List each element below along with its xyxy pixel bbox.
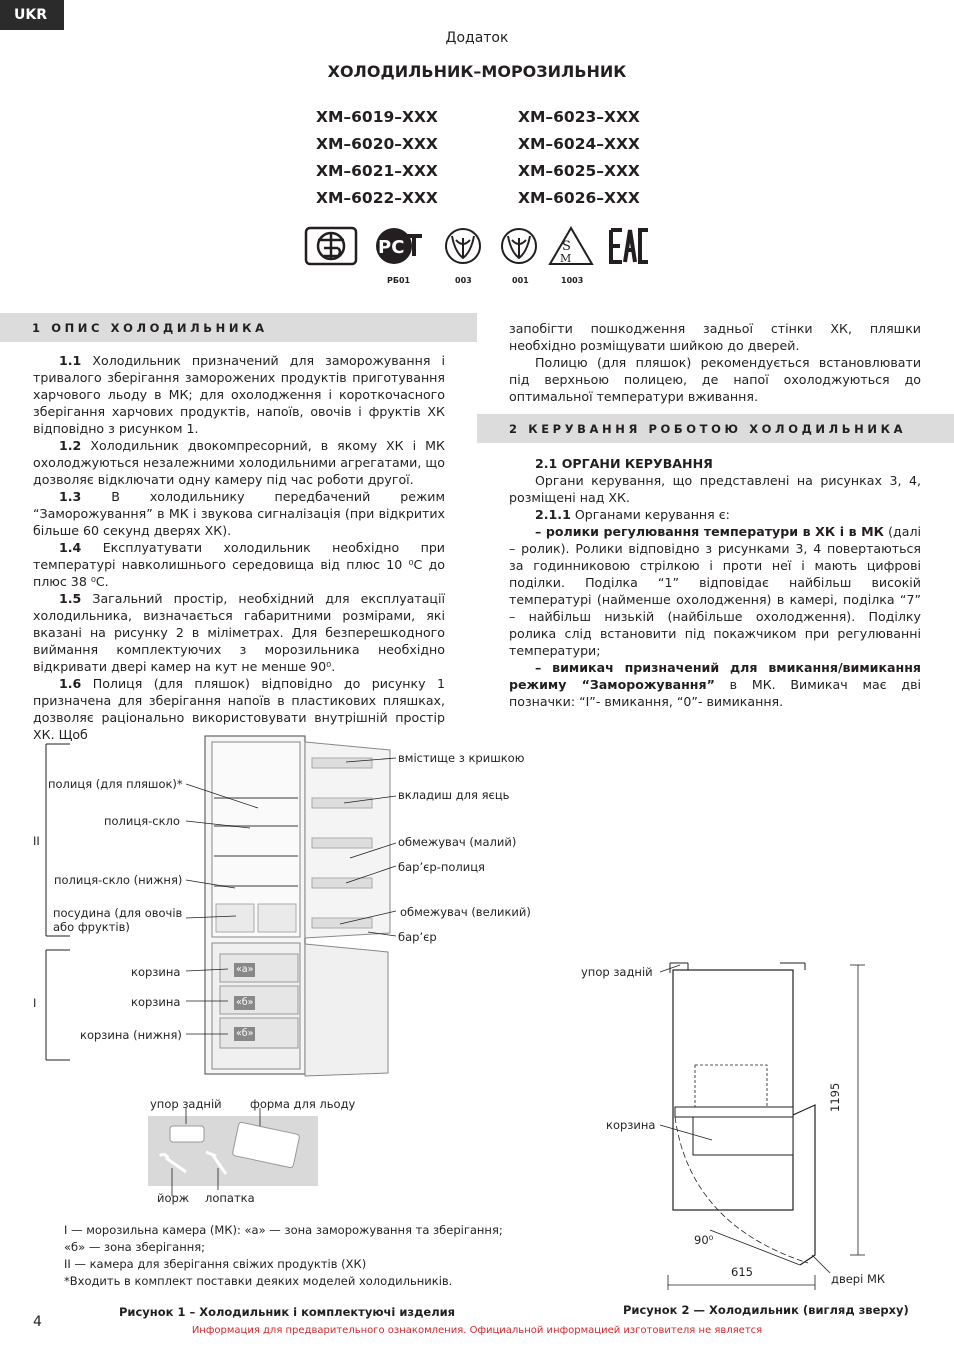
label-freezer-door: двері МК: [831, 1272, 886, 1286]
paragraph-2-1-1: 2.1.1 Органами керування є:: [535, 507, 730, 522]
zone-label-fridge: II: [33, 834, 40, 848]
label-rear-stop: упор задній: [581, 965, 653, 979]
label-limiter-small: обмежувач (малий): [398, 835, 517, 849]
note-line: «б» — зона зберігання;: [64, 1240, 206, 1254]
cert-code: 001: [512, 276, 529, 285]
model-name: ХМ–6021–ХХХ: [316, 162, 438, 180]
page-number: 4: [33, 1314, 42, 1330]
safety-mark-icon: [548, 226, 594, 268]
paragraph-1-7: Полицю (для пляшок) рекомендується встановлювати під верхньою полицею, де напої охолоджуються до оптимальної температури вживання.: [509, 355, 921, 404]
figure-1-drawing: [0, 728, 600, 1208]
figure-1-caption: Рисунок 1 – Холодильник і комплектуючі изделия: [119, 1305, 456, 1319]
note-line: II — камера для зберігання свіжих продуктів (ХК): [64, 1257, 367, 1271]
paragraph-1-4: 1.4 Експлуатувати холодильник необхідно при температурі навколишнього середовища від плюс 10 ⁰С до плюс 38 ⁰С.: [33, 540, 445, 589]
stb-mark-icon: [304, 226, 358, 266]
model-name: ХМ–6024–ХХХ: [518, 135, 640, 153]
bullet-switch: – вимикач призначений для вмикання/вимикання режиму “Заморожування” в МК. Вимикач має дві позначки: “I”- вмикання, “0”- вимикання.: [509, 660, 921, 709]
label-barrier-shelf: бар’єр-полиця: [398, 860, 485, 874]
figure-1-notes: [64, 1222, 503, 1290]
depth-dimension: 1195: [828, 1082, 842, 1112]
paragraph-1-2: 1.2 Холодильник двокомпресорний, в якому ХК і МК охолоджуються незалежними холодильними агрегатами, що дозволяє відключати одну камеру під час роботи другої.: [33, 438, 445, 487]
label-rear-stop: упор задній: [150, 1097, 222, 1111]
model-name: ХМ–6020–ХХХ: [316, 135, 438, 153]
label-ice-tray: форма для льоду: [250, 1097, 356, 1111]
label-brush: йорж: [157, 1191, 190, 1205]
subsection-title: 2.1 ОРГАНИ КЕРУВАННЯ: [535, 456, 713, 471]
model-list-right: [518, 104, 640, 212]
addendum-label: Додаток: [445, 30, 509, 46]
model-list-left: [316, 104, 438, 212]
label-lidded-container: вмістище з кришкою: [398, 751, 525, 765]
model-name: ХМ–6026–ХХХ: [518, 189, 640, 207]
svg-text:M: M: [560, 252, 572, 265]
bullet-rollers: – ролики регулювання температури в ХК і в МК (далі – ролик). Ролики відповідно з рисунками 3, 4 повертаються за годинниковою стрілкою і проти неї і мають цифрові поділки. Поділка “1” відповідає найбільш високій температурі (найменше охолодження) в камері, поділка “7” – найбільш низькій (найбільше охолодження). Поділку ролика слід встановити під покажчиком при регулюванні температури;: [509, 524, 921, 658]
label-glass-shelf: полиця-скло: [104, 814, 180, 828]
ua-mark-icon: [442, 226, 484, 266]
note-line: *Входить в комплект поставки деяких моделей холодильників.: [64, 1274, 453, 1288]
paragraph-1-6-continued: запобігти пошкодження задньої стінки ХК, пляшки необхідно розміщувати шийкою до дверей.: [509, 321, 921, 353]
section-2-text: [509, 455, 921, 710]
label-glass-shelf-lower: полиця-скло (нижня): [54, 873, 183, 887]
label-vegetable-bin: посудина (для овочів: [53, 906, 183, 920]
label-egg-tray: вкладиш для яєць: [398, 788, 510, 802]
basket-tag: «а»: [236, 964, 254, 975]
cert-code: 003: [455, 276, 472, 285]
label-vegetable-bin-2: або фруктів): [53, 920, 130, 934]
basket-tag: «б»: [236, 997, 254, 1008]
ua-mark-icon: [498, 226, 540, 266]
cert-code: РБ01: [387, 276, 411, 285]
width-dimension: 615: [731, 1265, 753, 1279]
label-basket: корзина: [606, 1118, 656, 1132]
zone-label-freezer: I: [33, 996, 37, 1010]
model-name: ХМ–6022–ХХХ: [316, 189, 438, 207]
section-1-text: [33, 352, 445, 743]
disclaimer: Информация для предварительного ознакомления. Официальной информацией изготовителя не является: [191, 1325, 763, 1336]
figure-2-caption: Рисунок 2 — Холодильник (вигляд зверху): [623, 1303, 909, 1317]
pct-mark-icon: [372, 226, 424, 266]
model-name: ХМ–6023–ХХХ: [518, 108, 640, 126]
note-line: I — морозильна камера (МК): «а» — зона заморожування та зберігання;: [64, 1223, 503, 1237]
model-name: ХМ–6019–ХХХ: [316, 108, 438, 126]
paragraph-1-1: 1.1 Холодильник призначений для заморожування і тривалого зберігання заморожених продуктів приготування харчового льоду в МК; для охолодження і короткочасного зберігання харчових продуктів, напоїв, овочів і фруктів ХК відповідно з рисунком 1.: [33, 353, 445, 436]
svg-text:S: S: [562, 239, 571, 254]
label-barrier: бар’єр: [398, 930, 437, 944]
svg-text:РС: РС: [378, 237, 405, 258]
label-scraper: лопатка: [205, 1191, 255, 1205]
section-1-heading: 1 ОПИС ХОЛОДИЛЬНИКА: [0, 313, 477, 342]
label-bottle-shelf: полиця (для пляшок)*: [48, 777, 183, 791]
paragraph-1-6: 1.6 Полиця (для пляшок) відповідно до рисунку 1 призначена для зберігання напоїв в пластикових пляшках, дозволяє раціонально використовувати внутрішній простір ХК. Щоб: [33, 676, 445, 742]
eac-mark-icon: [608, 226, 652, 266]
section-2-heading: 2 КЕРУВАННЯ РОБОТОЮ ХОЛОДИЛЬНИКА: [477, 414, 954, 443]
language-tab: UKR: [0, 0, 64, 30]
cert-code: 1003: [561, 276, 584, 285]
document-title: ХОЛОДИЛЬНИК–МОРОЗИЛЬНИК: [327, 62, 627, 81]
paragraph-2-1: Органи керування, що представлені на рисунках 3, 4, розміщені над ХК.: [509, 473, 921, 505]
basket-tag: «б»: [236, 1028, 254, 1039]
paragraph-1-5: 1.5 Загальний простір, необхідний для експлуатації холодильника, визначається габаритними розмірами, які вказані на рисунку 2 в міліметрах. Для безперешкодного виймання комплектуючих з морозильника необхідно відкривати двері камер на кут не менше 90⁰.: [33, 591, 445, 674]
model-name: ХМ–6025–ХХХ: [518, 162, 640, 180]
paragraph-1-3: 1.3 В холодильнику передбачений режим “Заморожування” в МК і звукова сигналізація (при відкритих більше 60 секунд дверях ХК).: [33, 489, 445, 538]
label-limiter-large: обмежувач (великий): [400, 905, 531, 919]
label-basket: корзина: [131, 965, 181, 979]
label-basket-lower: корзина (нижня): [80, 1028, 182, 1042]
angle-label: 90⁰: [694, 1233, 714, 1247]
label-basket: корзина: [131, 995, 181, 1009]
section-1-continued: [509, 320, 921, 405]
